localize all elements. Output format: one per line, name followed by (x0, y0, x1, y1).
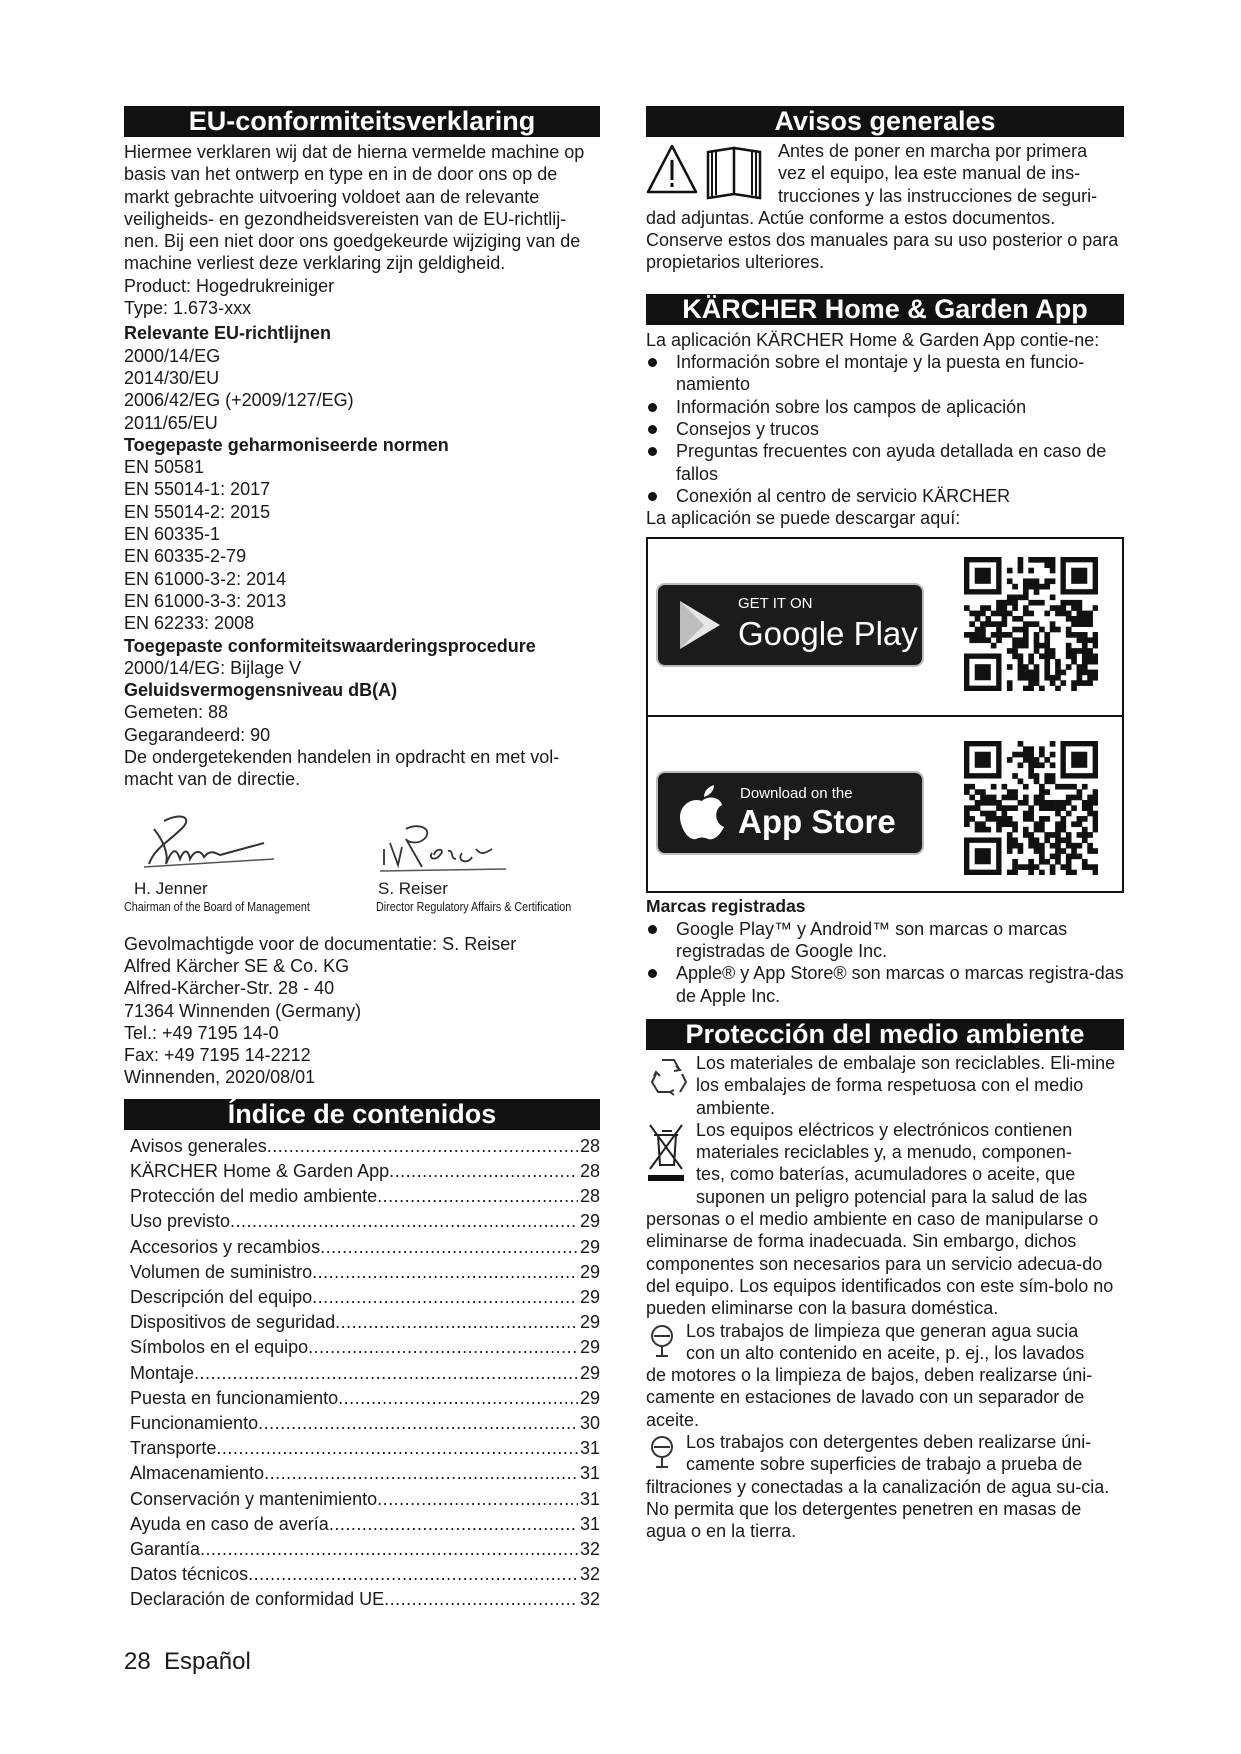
crossed-bin-icon (646, 1121, 686, 1187)
electronics-line: tes, como baterías, acumuladores o aceite, que (696, 1164, 1076, 1185)
norm-item: EN 62233: 2008 (124, 613, 255, 634)
toc-row[interactable] (130, 1285, 600, 1310)
packaging-paragraph (646, 1052, 1124, 1119)
toc-leader-dots (267, 1134, 578, 1159)
directive-item: 2014/30/EU (124, 367, 220, 388)
toc-leader-dots (248, 1562, 578, 1587)
toc-page-number: 31 (579, 1488, 600, 1509)
toc-entry-title: Funcionamiento (130, 1412, 259, 1433)
toc-row[interactable] (130, 1209, 600, 1234)
detergent-line: camente sobre superficies de trabajo a prueba de (686, 1454, 1083, 1475)
app-download-text: La aplicación se puede descargar aquí: (646, 508, 961, 529)
product-line: Product: Hogedrukreiniger (124, 275, 335, 296)
eu-intro: Hiermee verklaren wij dat de hierna vermelde machine op basis van het ontwerp en type en in de door ons op de markt gebrachte uitvoering voldoet aan de relevante veiligheids- en gezondheidsvereisten van de EU-richtlij-nen. Bij een niet door ons goedgekeurde wijziging van de machine verliest deze verklaring zijn geldigheid. (124, 142, 585, 274)
general-notes-line: vez el equipo, lea este manual de ins- (778, 163, 1081, 184)
directive-item: 2011/65/EU (124, 412, 218, 433)
list-item: Información sobre el montaje y la puesta en funcio-namiento (646, 351, 1124, 396)
procedure-heading: Toegepaste conformiteitswaarderingsprocedure (124, 635, 536, 656)
toc-entry-title: Montaje (130, 1362, 195, 1383)
oil-water-line: con un alto contenido en aceite, p. ej., los lavados (686, 1342, 1085, 1363)
address-line: Gevolmachtigde voor de documentatie: S. Reiser (124, 933, 517, 954)
eu-declaration-heading: EU-conformiteitsverklaring (124, 106, 600, 137)
toc-row[interactable] (130, 1436, 600, 1461)
signer-name: S. Reiser (378, 878, 448, 898)
toc-row[interactable] (130, 1235, 600, 1260)
toc-page-number: 32 (579, 1564, 600, 1585)
toc-page-number: 29 (579, 1261, 600, 1282)
trademarks-heading: Marcas registradas (646, 896, 806, 917)
toc-entry-title: Descripción del equipo (130, 1286, 313, 1307)
toc-entry-title: Dispositivos de seguridad (130, 1312, 336, 1333)
toc-page-number: 29 (579, 1286, 600, 1307)
toc-page-number: 29 (579, 1387, 600, 1408)
toc-leader-dots (377, 1184, 578, 1209)
toc-leader-dots (194, 1361, 578, 1386)
toc-page-number: 31 (579, 1438, 600, 1459)
app-intro: La aplicación KÄRCHER Home & Garden App contie-ne: (646, 329, 1100, 350)
address-line: Fax: +49 7195 14-2212 (124, 1045, 311, 1066)
list-item: Conexión al centro de servicio KÄRCHER (646, 485, 1124, 507)
toc-page-number: 32 (579, 1589, 600, 1610)
toc-row[interactable] (130, 1386, 600, 1411)
toc-row[interactable] (130, 1361, 600, 1386)
list-item: Información sobre los campos de aplicación (646, 396, 1124, 418)
handwritten-signature-jenner (124, 809, 304, 879)
badge-big-text: App Store (738, 803, 896, 841)
environment-tap-icon (646, 1433, 678, 1473)
signer-name: H. Jenner (134, 878, 208, 898)
toc-entry-title: Almacenamiento (130, 1463, 265, 1484)
toc-entry-title: Símbolos en el equipo (130, 1337, 309, 1358)
toc-entry-title: Ayuda en caso de avería (130, 1513, 329, 1534)
table-of-contents (124, 1134, 600, 1613)
norm-item: EN 60335-2-79 (124, 546, 247, 567)
toc-leader-dots (335, 1310, 578, 1335)
norm-item: EN 61000-3-2: 2014 (124, 568, 287, 589)
norm-item: EN 60335-1 (124, 524, 221, 545)
toc-page-number: 29 (579, 1337, 600, 1358)
toc-entry-title: Declaración de conformidad UE (130, 1589, 385, 1610)
mandate-text: De ondergetekenden handelen in opdracht en met vol-macht van de directie. (124, 747, 560, 790)
toc-row[interactable] (130, 1134, 600, 1159)
general-notes-line: Antes de poner en marcha por primera (778, 141, 1088, 161)
oil-water-line: Los trabajos de limpieza que generan agua sucia (686, 1320, 1079, 1341)
app-store-badge[interactable] (656, 771, 924, 855)
toc-row[interactable] (130, 1487, 600, 1512)
toc-leader-dots (312, 1285, 578, 1310)
toc-leader-dots (338, 1386, 578, 1411)
signer-title: Chairman of the Board of Management (124, 899, 310, 914)
directives-heading: Relevante EU-richtlijnen (124, 323, 332, 344)
list-item: Consejos y trucos (646, 418, 1124, 440)
electronics-line: suponen un peligro potencial para la salud de las (696, 1186, 1088, 1207)
directive-item: 2000/14/EG (124, 345, 221, 366)
right-column (646, 106, 1124, 1542)
electronics-text: personas o el medio ambiente en caso de manipularse o eliminarse de forma inadecuada. Sin embargo, dichos componentes son necesarios para un servicio adecua-do del equipo. Los equipos identificados con este sím-bolo no pueden eliminarse con la basura doméstica. (646, 1209, 1114, 1319)
recycling-icon (646, 1054, 690, 1098)
address-block (124, 933, 600, 1089)
toc-leader-dots (377, 1487, 578, 1512)
general-notes-heading: Avisos generales (646, 106, 1124, 137)
address-line: 71364 Winnenden (Germany) (124, 1000, 362, 1021)
toc-page-number: 30 (579, 1412, 600, 1433)
toc-leader-dots (320, 1235, 578, 1260)
address-line: Tel.: +49 7195 14-0 (124, 1022, 279, 1043)
divider (648, 715, 1122, 717)
detergent-text: filtraciones y conectadas a la canalización de agua su-cia. No permita que los detergentes penetren en masas de agua o en la tierra. (646, 1476, 1110, 1542)
general-notes-text: dad adjuntas. Actúe conforme a estos documentos. Conserve estos dos manuales para su uso posterior o para propietarios ulteriores. (646, 207, 1119, 273)
toc-page-number: 29 (579, 1236, 600, 1257)
signature-reiser (376, 809, 586, 915)
left-column (124, 106, 600, 1613)
app-download-box (646, 537, 1124, 893)
toc-row[interactable] (130, 1335, 600, 1360)
measured-level: Gemeten: 88 (124, 702, 229, 723)
signature-jenner (124, 809, 334, 915)
page-number: 28 (124, 1648, 151, 1675)
toc-leader-dots (200, 1537, 578, 1562)
toc-page-number: 28 (579, 1160, 600, 1181)
toc-page-number: 32 (579, 1538, 600, 1559)
toc-row[interactable] (130, 1537, 600, 1562)
badge-small-text: Download on the (740, 785, 853, 803)
page-footer (124, 1648, 251, 1676)
noise-heading: Geluidsvermogensniveau dB(A) (124, 680, 398, 701)
toc-leader-dots (264, 1461, 578, 1486)
norm-item: EN 55014-1: 2017 (124, 479, 271, 500)
toc-row[interactable] (130, 1512, 600, 1537)
toc-leader-dots (230, 1209, 578, 1234)
detergent-paragraph (646, 1431, 1124, 1542)
toc-row[interactable] (130, 1159, 600, 1184)
guaranteed-level: Gegarandeerd: 90 (124, 724, 271, 745)
toc-page-number: 28 (579, 1186, 600, 1207)
manual-book-icon (708, 148, 760, 198)
address-line: Alfred Kärcher SE & Co. KG (124, 955, 350, 976)
type-line: Type: 1.673-xxx (124, 298, 252, 319)
toc-row[interactable] (130, 1562, 600, 1587)
environment-heading: Protección del medio ambiente (646, 1019, 1124, 1050)
list-item: Apple® y App Store® son marcas o marcas registra-das de Apple Inc. (646, 962, 1124, 1007)
general-notes-line: trucciones y las instrucciones de seguri- (778, 185, 1098, 206)
play-icon (670, 595, 730, 655)
toc-entry-title: Protección del medio ambiente (130, 1186, 378, 1207)
toc-entry-title: Conservación y mantenimiento (130, 1488, 378, 1509)
toc-row[interactable] (130, 1260, 600, 1285)
toc-row[interactable] (130, 1184, 600, 1209)
oil-water-text: de motores o la limpieza de bajos, deben realizarse úni-camente en estaciones de lavado con un separador de aceite. (646, 1365, 1093, 1430)
toc-leader-dots (312, 1260, 578, 1285)
qr-code-google-icon (964, 557, 1098, 691)
trademarks-list (646, 918, 1124, 1007)
directive-item: 2006/42/EG (+2009/127/EG) (124, 390, 354, 411)
toc-page-number: 29 (579, 1362, 600, 1383)
toc-entry-title: KÄRCHER Home & Garden App (130, 1160, 390, 1181)
electronics-line: materiales reciclables y, a menudo, componen- (696, 1142, 1072, 1163)
norm-item: EN 50581 (124, 457, 205, 478)
norm-item: EN 61000-3-3: 2013 (124, 590, 287, 611)
toc-page-number: 29 (579, 1211, 600, 1232)
toc-entry-title: Puesta en funcionamiento (130, 1387, 339, 1408)
apple-icon (676, 783, 728, 843)
warning-triangle-icon (648, 146, 696, 192)
toc-page-number: 29 (579, 1312, 600, 1333)
address-line: Alfred-Kärcher-Str. 28 - 40 (124, 978, 335, 999)
badge-small-text: GET IT ON (738, 595, 813, 613)
toc-leader-dots (258, 1411, 578, 1436)
toc-row[interactable] (130, 1411, 600, 1436)
toc-heading: Índice de contenidos (124, 1099, 600, 1130)
norm-item: EN 55014-2: 2015 (124, 501, 271, 522)
toc-entry-title: Garantía (130, 1538, 201, 1559)
qr-code-apple-icon (964, 741, 1098, 875)
address-line: Winnenden, 2020/08/01 (124, 1067, 316, 1088)
detergent-line: Los trabajos con detergentes deben realizarse úni- (686, 1431, 1092, 1452)
toc-entry-title: Datos técnicos (130, 1564, 249, 1585)
warning-icons (646, 142, 772, 205)
toc-entry-title: Uso previsto (130, 1211, 231, 1232)
toc-page-number: 31 (579, 1463, 600, 1484)
electronics-line: Los equipos eléctricos y electrónicos contienen (696, 1119, 1073, 1140)
toc-entry-title: Volumen de suministro (130, 1261, 313, 1282)
general-notes-block (646, 140, 1124, 274)
toc-entry-title: Avisos generales (130, 1135, 267, 1156)
list-item: Google Play™ y Android™ son marcas o marcas registradas de Google Inc. (646, 918, 1124, 963)
norms-heading: Toegepaste geharmoniseerde normen (124, 434, 449, 455)
google-play-badge[interactable] (656, 583, 924, 667)
toc-leader-dots (384, 1587, 578, 1612)
toc-entry-title: Accesorios y recambios (130, 1236, 321, 1257)
page-language: Español (164, 1648, 251, 1675)
toc-leader-dots (216, 1436, 578, 1461)
toc-leader-dots (308, 1335, 578, 1360)
toc-page-number: 31 (579, 1513, 600, 1534)
toc-row[interactable] (130, 1587, 600, 1612)
electronics-paragraph (646, 1119, 1124, 1320)
procedure-text: 2000/14/EG: Bijlage V (124, 657, 302, 678)
oil-water-paragraph (646, 1320, 1124, 1431)
list-item: Preguntas frecuentes con ayuda detallada en caso de fallos (646, 440, 1124, 485)
toc-row[interactable] (130, 1310, 600, 1335)
app-heading: KÄRCHER Home & Garden App (646, 294, 1124, 325)
environment-tap-icon (646, 1322, 678, 1362)
toc-entry-title: Transporte (130, 1438, 217, 1459)
signatures (124, 809, 600, 925)
handwritten-signature-reiser (376, 809, 526, 879)
packaging-text: Los materiales de embalaje son reciclables. Eli-mine los embalajes de forma respetuosa con el medio ambiente. (696, 1052, 1116, 1118)
badge-big-text: Google Play (738, 615, 918, 653)
toc-row[interactable] (130, 1461, 600, 1486)
signer-title: Director Regulatory Affairs & Certification (376, 899, 572, 914)
toc-page-number: 28 (579, 1135, 600, 1156)
app-features-list (646, 351, 1124, 507)
toc-leader-dots (329, 1512, 578, 1537)
toc-leader-dots (389, 1159, 578, 1184)
